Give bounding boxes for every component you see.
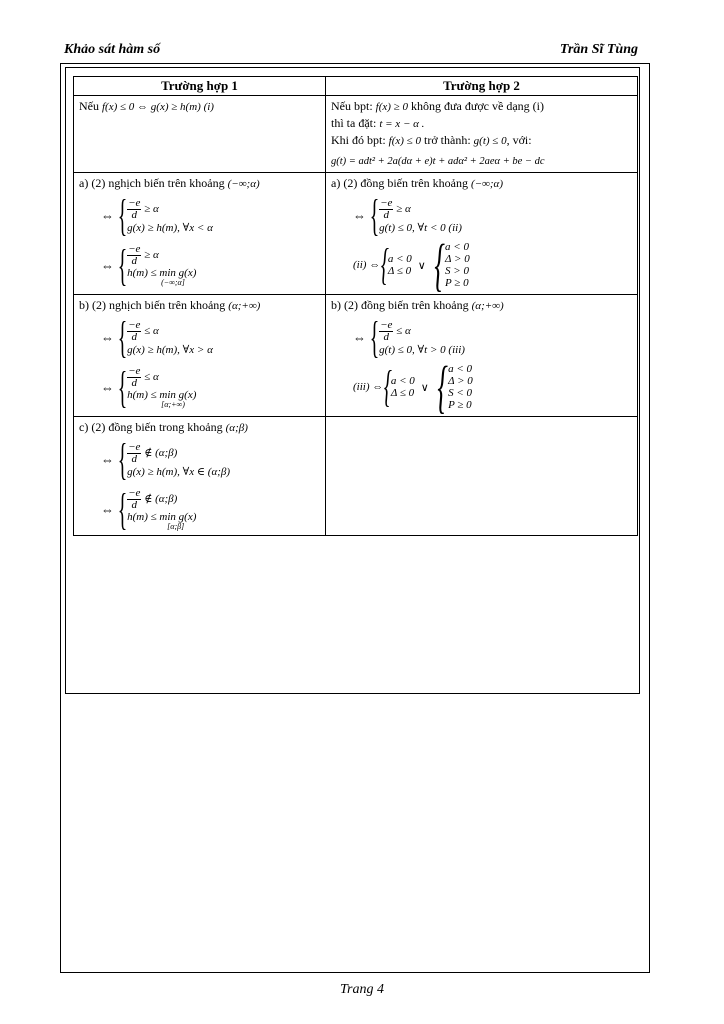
frac-num: −e: [128, 487, 141, 499]
equiv-symbol: ⇔: [101, 208, 114, 223]
compare: ∉ (α;β): [144, 493, 178, 506]
left-brace-icon: {: [117, 484, 128, 534]
table-header-row: [74, 77, 638, 96]
table-row: [74, 295, 638, 417]
left-brace-icon: {: [369, 191, 380, 240]
system-line: S > 0: [445, 265, 469, 277]
condition-system: [353, 232, 632, 297]
min-subscript: [α;+∞): [161, 400, 185, 409]
compare: ≥ α: [144, 249, 159, 262]
frac-den: d: [131, 209, 138, 221]
system-line: a < 0: [445, 241, 469, 253]
case2-text: Nếu bpt:: [331, 99, 373, 113]
system-line: a < 0: [387, 253, 412, 265]
frac-den: d: [131, 255, 138, 267]
row-a-case2-interval: (−∞;α): [470, 178, 503, 190]
case2-gt-formula: g(t) = adt² + 2a(dα + e)t + adα² + 2aeα + be − dc: [331, 156, 545, 167]
row-c-case2-cell-empty: [326, 417, 638, 536]
system-line: Δ > 0: [448, 375, 473, 387]
system-2: [101, 484, 320, 534]
left-brace-icon: {: [369, 313, 380, 362]
system-line: g(x) ≥ h(m), ∀x < α: [127, 222, 213, 234]
case2-text: , với:: [506, 133, 532, 147]
frac-den: d: [131, 453, 138, 465]
case2-math: t = x − α .: [379, 118, 425, 130]
system-line: g(t) ≤ 0, ∀t < 0 (ii): [379, 222, 462, 234]
case2-text: Khi đó bpt:: [331, 133, 386, 147]
page-number: Trang 4: [340, 982, 384, 997]
system-line: g(t) ≤ 0, ∀t > 0 (iii): [379, 344, 465, 356]
condition-label: (ii) ⇔: [353, 259, 381, 271]
system-line: h(m) ≤ min g(x): [127, 389, 197, 401]
case2-text: không đưa được về dạng (i): [410, 99, 544, 113]
header-title-left: Khảo sát hàm số: [64, 42, 161, 57]
case2-text: thì ta đặt:: [331, 116, 377, 130]
system-line: Δ ≤ 0: [387, 265, 412, 277]
frac-num: −e: [128, 441, 141, 453]
left-brace-icon: {: [117, 313, 128, 362]
system-line: Δ > 0: [445, 253, 470, 265]
frac-num: −e: [380, 197, 393, 209]
row-b-case1-cell: [74, 295, 326, 417]
row-b-case2-cell: [326, 295, 638, 417]
equiv-symbol: ⇔: [353, 208, 366, 223]
compare: ≥ α: [144, 203, 159, 216]
system-line: S < 0: [448, 387, 472, 399]
left-brace-icon: {: [384, 362, 393, 411]
row-b-case1-title: b) (2) nghịch biến trên khoảng: [79, 298, 226, 312]
equiv-symbol: ⇔: [101, 452, 114, 467]
system-2: [101, 362, 320, 412]
header-author-right: Trần Sĩ Tùng: [559, 42, 638, 57]
system-line: a < 0: [448, 363, 472, 375]
row-a-case2-title: a) (2) đồng biến trên khoảng: [331, 176, 468, 190]
system-line: g(x) ≥ h(m), ∀x ∈ (α;β): [127, 466, 231, 478]
system-1: [101, 435, 320, 484]
left-brace-icon: {: [434, 232, 445, 297]
case1-prefix: Nếu: [79, 99, 99, 113]
row-c-case1-title: c) (2) đồng biến trong khoảng: [79, 420, 223, 434]
row-a-case1-interval: (−∞;α): [227, 178, 260, 190]
frac-den: d: [131, 331, 138, 343]
row-a-case1-title: a) (2) nghịch biến trên khoảng: [79, 176, 225, 190]
case2-math: f(x) ≤ 0: [388, 135, 421, 147]
system-2: [101, 240, 320, 290]
table-row: [74, 96, 638, 173]
left-brace-icon: {: [117, 435, 128, 484]
left-brace-icon: {: [437, 354, 448, 419]
equiv-symbol: ⇔: [101, 501, 114, 517]
left-brace-icon: {: [117, 240, 128, 290]
case1-condition-cell: [74, 96, 326, 173]
system-line: P ≥ 0: [445, 277, 469, 289]
system-line: h(m) ≤ min g(x): [127, 267, 197, 279]
frac-den: d: [131, 377, 138, 389]
frac-den: d: [383, 209, 390, 221]
row-b-case2-title: b) (2) đồng biến trên khoảng: [331, 298, 469, 312]
row-a-case2-cell: [326, 173, 638, 295]
table-row: [74, 173, 638, 295]
frac-den: d: [131, 499, 138, 511]
frac-num: −e: [128, 243, 141, 255]
min-subscript: (−∞;α]: [161, 278, 185, 287]
table-row: [74, 417, 638, 536]
cases-table: [73, 76, 638, 536]
system-1: [101, 191, 320, 240]
min-subscript: [α;β]: [167, 522, 185, 531]
or-symbol: ∨: [417, 259, 426, 272]
system-1: [101, 313, 320, 362]
system-line: g(x) ≥ h(m), ∀x > α: [127, 344, 213, 356]
equiv-symbol: ⇔: [101, 379, 114, 395]
row-a-case1-cell: [74, 173, 326, 295]
frac-num: −e: [128, 365, 141, 377]
equiv-symbol: ⇔: [353, 330, 366, 345]
left-brace-icon: {: [117, 191, 128, 240]
case2-text: trở thành:: [423, 133, 471, 147]
case2-math: f(x) ≥ 0: [375, 101, 408, 113]
left-brace-icon: {: [381, 240, 389, 289]
case2-math: g(t) ≤ 0: [473, 135, 507, 147]
frac-num: −e: [128, 319, 141, 331]
col1-header: Trường hợp 1: [74, 77, 326, 96]
col2-header: Trường hợp 2: [326, 77, 638, 96]
frac-num: −e: [380, 319, 393, 331]
equiv-symbol: ⇔: [101, 257, 114, 273]
compare: ≤ α: [396, 325, 411, 338]
row-b-case2-interval: (α;+∞): [471, 300, 504, 312]
row-b-case1-interval: (α;+∞): [228, 300, 261, 312]
compare: ≤ α: [144, 371, 159, 384]
row-c-case1-cell: [74, 417, 326, 536]
case2-condition-cell: [326, 96, 638, 173]
or-symbol: ∨: [420, 381, 429, 394]
condition-system: [353, 354, 632, 419]
compare: ≤ α: [144, 325, 159, 338]
left-brace-icon: {: [117, 362, 128, 412]
system-line: Δ ≤ 0: [390, 387, 415, 399]
system-1: [353, 313, 632, 362]
row-c-case1-interval: (α;β): [225, 422, 248, 434]
system-line: a < 0: [390, 375, 415, 387]
case1-condition-math: f(x) ≤ 0 ⇔ g(x) ≥ h(m) (i): [102, 101, 214, 113]
frac-num: −e: [128, 197, 141, 209]
system-line: h(m) ≤ min g(x): [127, 511, 197, 523]
compare: ∉ (α;β): [144, 447, 178, 460]
system-line: P ≥ 0: [448, 399, 472, 411]
compare: ≥ α: [396, 203, 411, 216]
condition-label: (iii) ⇔: [353, 381, 384, 393]
frac-den: d: [383, 331, 390, 343]
system-1: [353, 191, 632, 240]
equiv-symbol: ⇔: [101, 330, 114, 345]
